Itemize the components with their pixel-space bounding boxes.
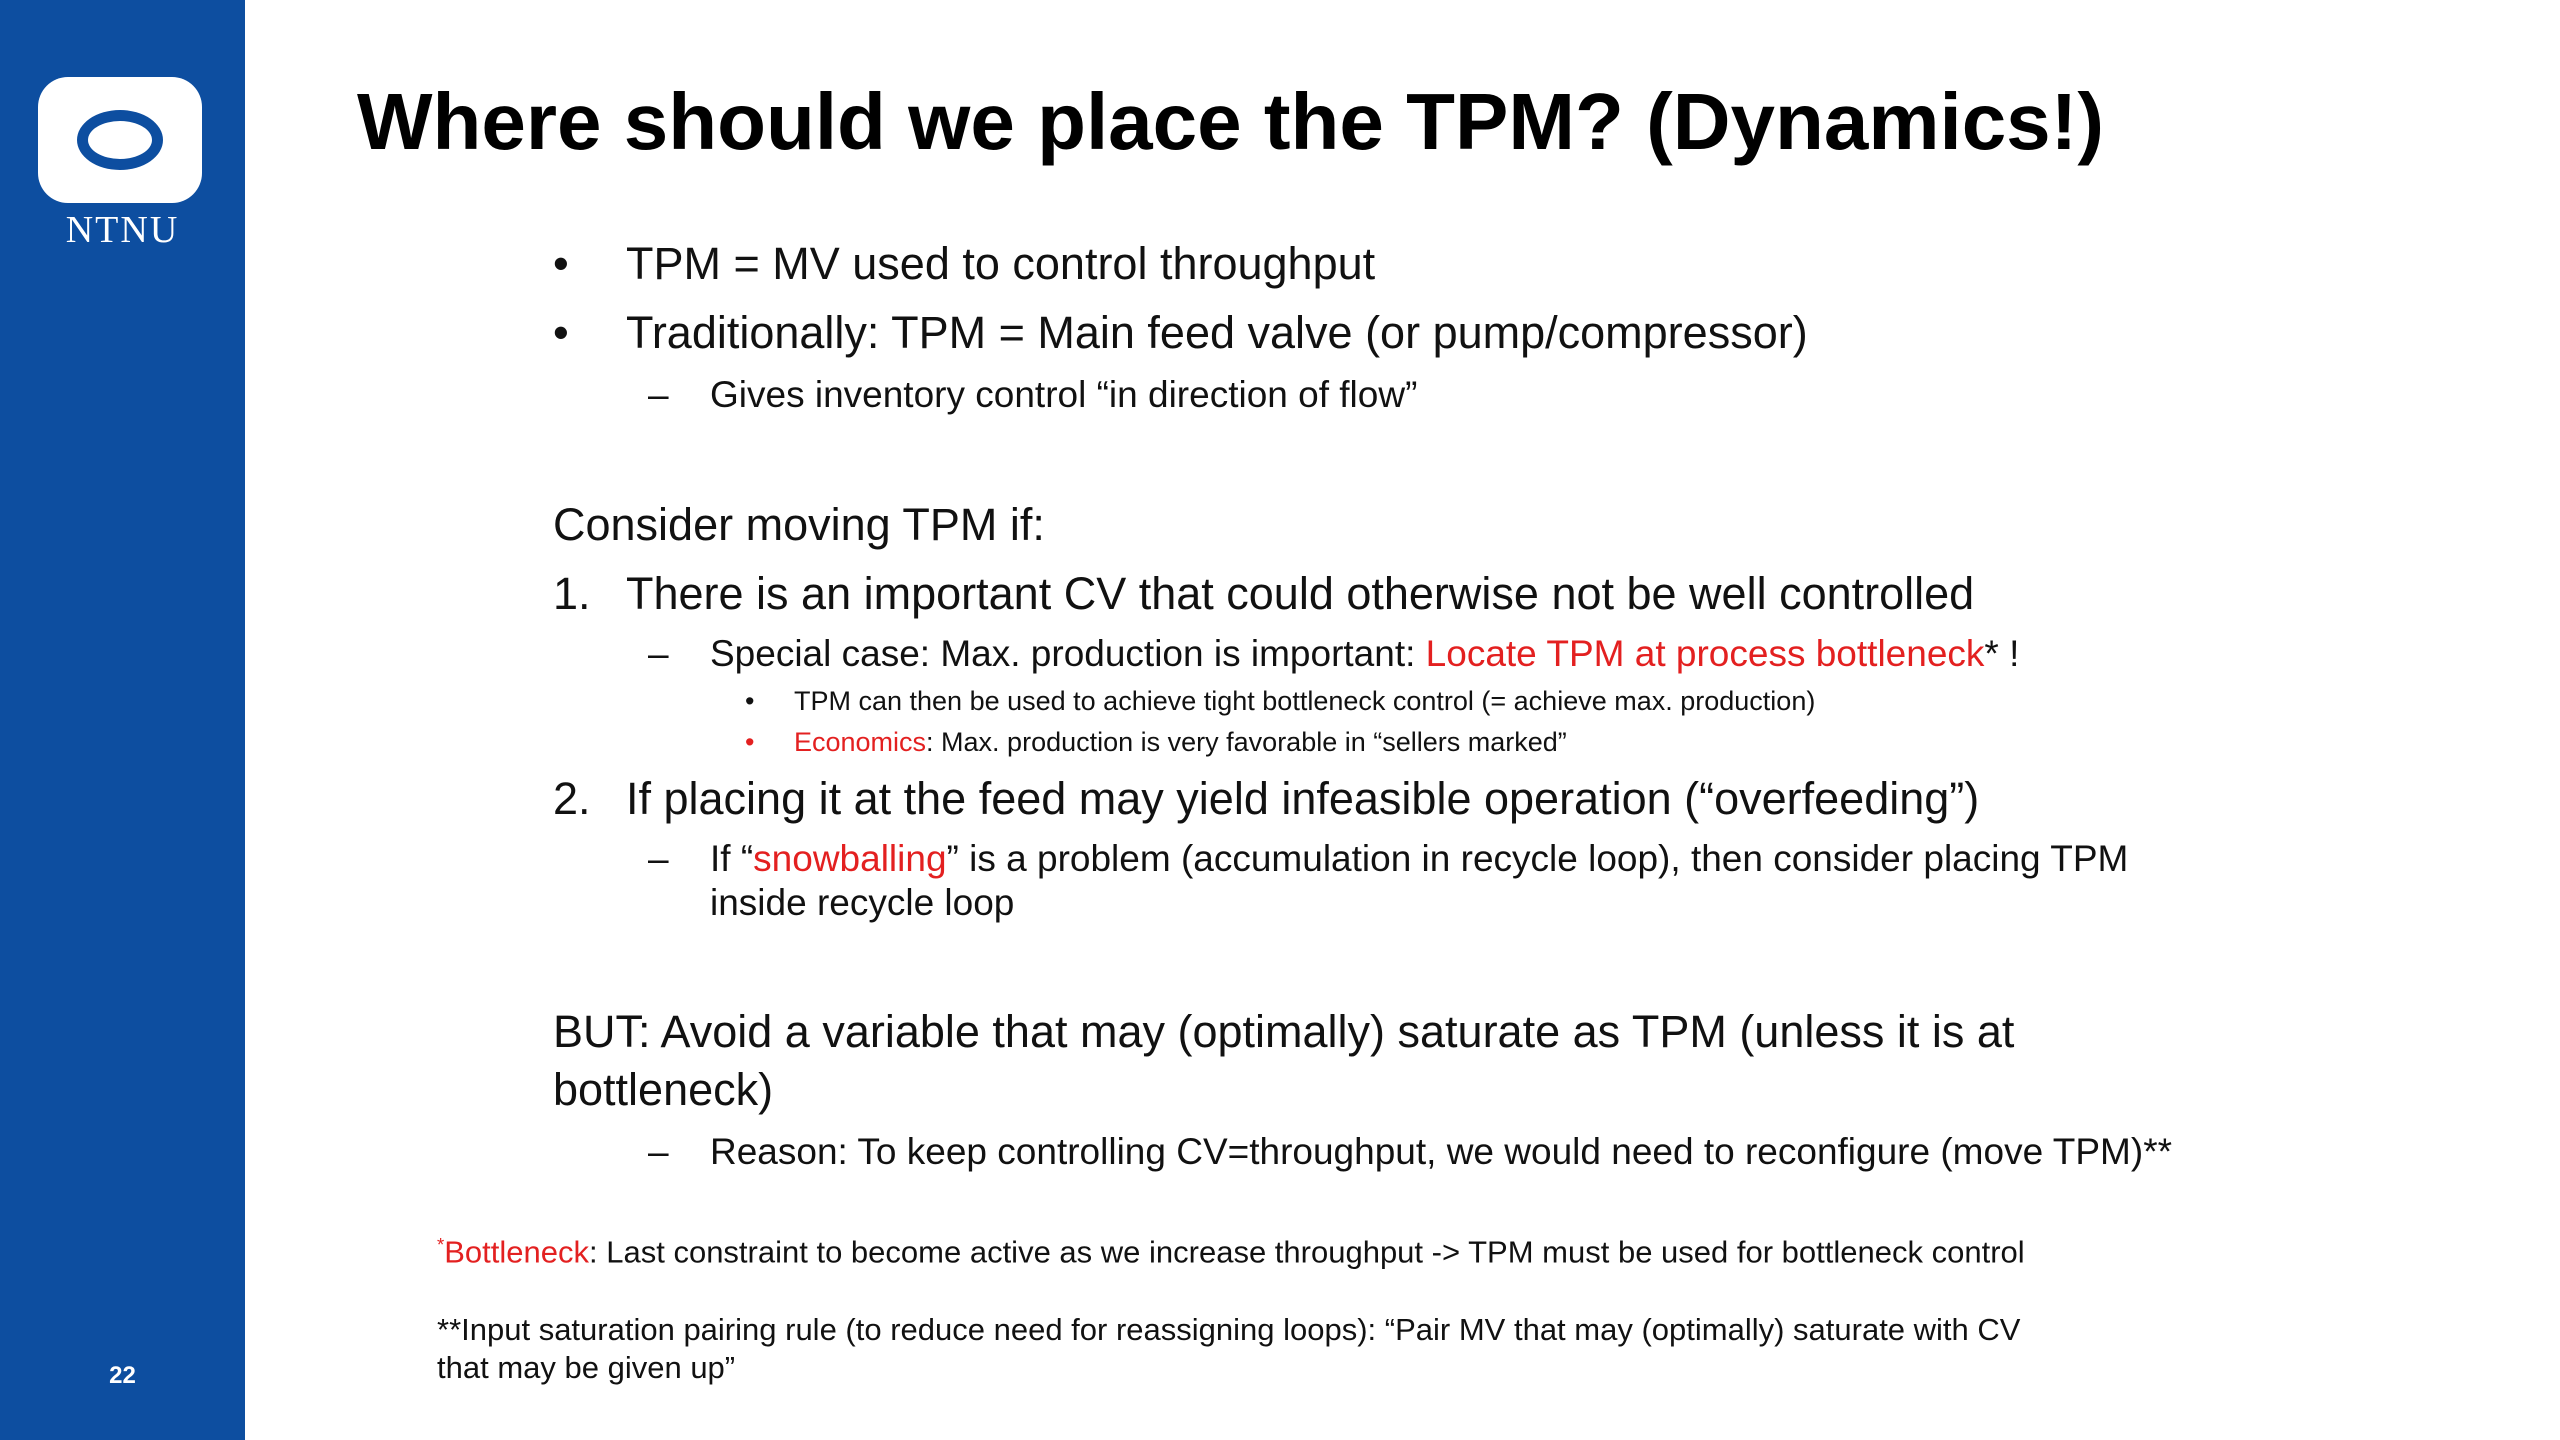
highlight-economics: Economics (794, 727, 927, 757)
sub-bullet-text (710, 838, 2128, 880)
sub-sub-bullet-text: TPM can then be used to achieve tight bottleneck control (= achieve max. production) (794, 686, 1816, 716)
sub-bullet-text (710, 633, 2019, 675)
footnote-text: : Last constraint to become active as we increase throughput -> TPM must be used for bottleneck control (589, 1234, 2025, 1270)
footnote-pairing-rule-line1: **Input saturation pairing rule (to reduce need for reassigning loops): “Pair MV that may (optimally) saturate with CV (437, 1312, 2021, 1347)
dash-marker: – (648, 633, 669, 674)
logo-text: NTNU (65, 209, 180, 251)
dash-marker: – (648, 838, 669, 879)
text-prefix: Special case: Max. production is important: (710, 633, 1426, 674)
sub-bullet-text-line2: inside recycle loop (710, 882, 1015, 923)
text-rest: ” is a problem (accumulation in recycle loop), then consider placing TPM (946, 838, 2129, 879)
bullet-text: Traditionally: TPM = Main feed valve (or pump/compressor) (626, 307, 1808, 358)
ntnu-logo (38, 77, 202, 203)
text-rest: : Max. production is very favorable in “sellers marked” (926, 727, 1567, 757)
bullet-marker: • (553, 238, 569, 289)
slide-title: Where should we place the TPM? (Dynamics!) (357, 77, 2104, 166)
item-text: If placing it at the feed may yield infeasible operation (“overfeeding”) (626, 773, 1980, 824)
dash-marker: – (648, 374, 669, 415)
consider-heading: Consider moving TPM if: (553, 499, 1045, 550)
footnote-star: * (437, 1234, 445, 1255)
dash-marker: – (648, 1131, 669, 1172)
but-line-1: BUT: Avoid a variable that may (optimally) saturate as TPM (unless it is at (553, 1006, 2015, 1057)
highlight-snowballing: snowballing (753, 838, 947, 879)
but-line-2: bottleneck) (553, 1064, 774, 1115)
sidebar (0, 0, 245, 1440)
logo-ring-icon (77, 110, 163, 170)
item-number: 2. (553, 773, 591, 824)
bullet-marker: • (745, 686, 755, 716)
item-text: There is an important CV that could otherwise not be well controlled (626, 568, 1975, 619)
text-prefix: If “ (710, 838, 754, 879)
item-number: 1. (553, 568, 591, 619)
sub-bullet-text: Gives inventory control “in direction of flow” (710, 374, 1418, 415)
bullet-marker: • (553, 307, 569, 358)
bullet-text: TPM = MV used to control throughput (626, 238, 1376, 289)
footnote-bottleneck (437, 1234, 2025, 1270)
sub-bullet-text: Reason: To keep controlling CV=throughput, we would need to reconfigure (move TPM)** (710, 1131, 2172, 1172)
highlight-bottleneck-term: Bottleneck (444, 1234, 590, 1270)
page-number: 22 (109, 1362, 136, 1389)
sub-sub-bullet-text (794, 727, 1567, 758)
bullet-marker: • (745, 727, 755, 757)
highlight-bottleneck: Locate TPM at process bottleneck (1425, 633, 1985, 674)
footnote-pairing-rule-line2: that may be given up” (437, 1350, 736, 1385)
text-suffix: * ! (1984, 633, 2020, 674)
